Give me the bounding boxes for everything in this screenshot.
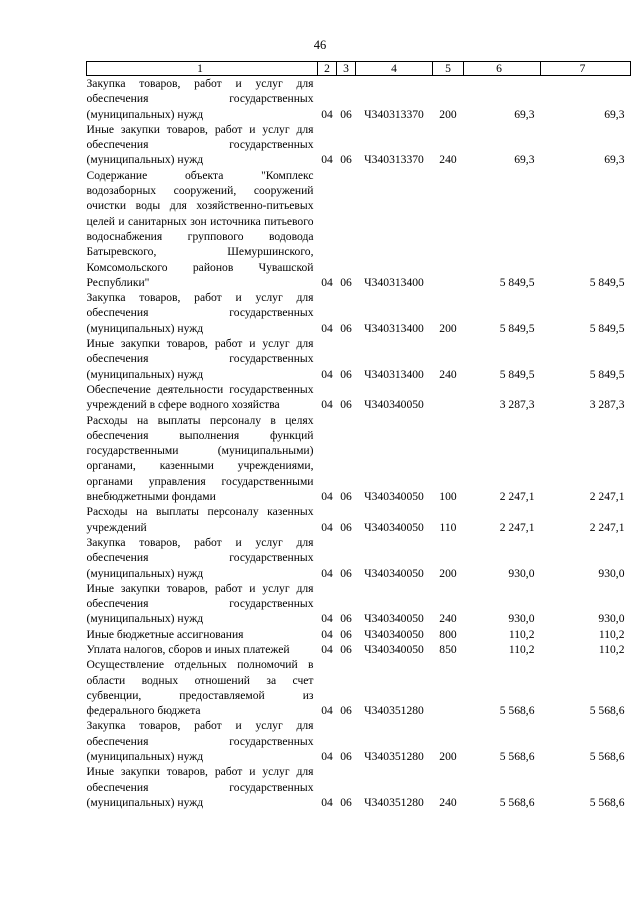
target-article-code: Ч340313400 [364,275,424,289]
expense-name: Содержание объекта "Комплекс водозаборных сооружений, сооружений очистки воды для хозяйственно-питьевых целей и санитарных зон источника питьевого водоснабжения группового водовода Батыревского, Шемуршинского, Комсомольского районов Чувашской Республики" [86,168,314,289]
amount-col7: 3 287,3 [589,398,625,412]
amount-col6: 930,0 [508,566,535,580]
amount-col7: 5 568,6 [589,750,625,764]
column-header-2: 2 [318,62,337,76]
target-article-code: Ч340340050 [364,612,424,626]
expense-name: Обеспечение деятельности государственных учреждений в сфере водного хозяйства [86,382,314,412]
amount-col6: 2 247,1 [499,520,535,534]
subsection-code: 06 [340,612,352,626]
table-row [87,504,631,535]
expense-name: Иные закупки товаров, работ и услуг для обеспечения государственных (муниципальных) нужд [86,122,314,167]
subsection-code: 06 [340,153,352,167]
section-code: 04 [321,153,333,167]
amount-col6: 930,0 [508,612,535,626]
expense-name: Закупка товаров, работ и услуг для обеспечения государственных (муниципальных) нужд [86,77,314,121]
amount-col7: 930,0 [598,612,625,626]
expense-type-code: 850 [439,642,457,656]
table-row [87,168,631,290]
subsection-code: 06 [340,107,352,121]
table-header [87,62,631,76]
subsection-code: 06 [340,367,352,381]
target-article-code: Ч340351280 [364,795,424,809]
subsection-code: 06 [340,704,352,718]
expense-type-code: 110 [439,520,457,534]
page-number: 46 [313,38,327,52]
section-code: 04 [321,612,333,626]
target-article-code: Ч340340050 [364,627,424,641]
table-row [87,581,631,627]
amount-col6: 110,2 [508,627,535,641]
expense-name: Иные закупки товаров, работ и услуг для обеспечения государственных (муниципальных) нужд [86,765,314,809]
target-article-code: Ч340351280 [364,704,424,718]
expense-name: Расходы на выплаты персоналу в целях обеспечения выполнения функций государственными (муниципальными) органами, казенными учреждениями, органами управления государственными внебюджетными фондами [86,413,314,504]
amount-col6: 3 287,3 [499,398,535,412]
expense-type-code [433,168,464,290]
section-code: 04 [321,795,333,809]
amount-col7: 5 849,5 [589,367,625,381]
table-row [87,413,631,505]
table-row [87,382,631,413]
amount-col7: 5 849,5 [589,321,625,335]
section-code: 04 [321,490,333,504]
section-code: 04 [321,107,333,121]
column-header-7: 7 [541,62,631,76]
expense-name: Закупка товаров, работ и услуг для обеспечения государственных (муниципальных) нужд [86,291,314,335]
column-header-1: 1 [87,62,318,76]
column-header-5: 5 [433,62,464,76]
expense-type-code: 100 [439,490,457,504]
amount-col6: 5 568,6 [499,704,535,718]
subsection-code: 06 [340,750,352,764]
expense-type-code [433,657,464,718]
expense-type-code [433,382,464,413]
target-article-code: Ч340340050 [364,398,424,412]
expense-name: Расходы на выплаты персоналу казенных учреждений [86,505,314,534]
subsection-code: 06 [340,627,352,641]
amount-col6: 5 568,6 [499,795,535,809]
section-code: 04 [321,566,333,580]
table-row [87,657,631,718]
section-code: 04 [321,520,333,534]
column-header-6: 6 [464,62,541,76]
target-article-code: Ч340313400 [364,367,424,381]
expense-name: Иные закупки товаров, работ и услуг для обеспечения государственных (муниципальных) нужд [86,337,314,381]
target-article-code: Ч340313400 [364,321,424,335]
expense-type-code: 240 [439,153,457,167]
subsection-code: 06 [340,520,352,534]
expense-name: Иные закупки товаров, работ и услуг для обеспечения государственных (муниципальных) нужд [86,581,314,626]
table-row [87,718,631,764]
table-body [87,76,631,811]
target-article-code: Ч340340050 [364,566,424,580]
expense-type-code: 200 [439,566,457,580]
table-row [87,764,631,810]
expense-type-code: 200 [439,321,457,335]
amount-col7: 5 568,6 [589,704,625,718]
amount-col6: 110,2 [508,642,535,656]
section-code: 04 [321,750,333,764]
amount-col7: 69,3 [604,153,625,167]
table-row [87,642,631,657]
amount-col6: 5 568,6 [499,750,535,764]
table-row [87,76,631,122]
target-article-code: Ч340340050 [364,642,424,656]
target-article-code: Ч340340050 [364,520,424,534]
expense-name: Закупка товаров, работ и услуг для обеспечения государственных (муниципальных) нужд [86,719,314,764]
section-code: 04 [321,275,333,289]
amount-col6: 5 849,5 [499,367,535,381]
expense-type-code: 240 [439,795,457,809]
amount-col6: 2 247,1 [499,490,535,504]
table-row [87,535,631,581]
expense-type-code: 800 [439,627,457,641]
amount-col6: 5 849,5 [499,321,535,335]
amount-col7: 110,2 [598,627,625,641]
column-header-4: 4 [356,62,433,76]
table-row [87,290,631,336]
section-code: 04 [321,321,333,335]
expense-name: Закупка товаров, работ и услуг для обеспечения государственных (муниципальных) нужд [86,535,314,580]
section-code: 04 [321,704,333,718]
section-code: 04 [321,627,333,641]
subsection-code: 06 [340,321,352,335]
target-article-code: Ч340313370 [364,107,424,121]
column-header-3: 3 [337,62,356,76]
amount-col7: 930,0 [598,566,625,580]
expense-type-code: 240 [439,612,457,626]
expense-name: Иные бюджетные ассигнования [86,627,244,641]
target-article-code: Ч340340050 [364,490,424,504]
subsection-code: 06 [340,795,352,809]
amount-col7: 5 849,5 [589,275,625,289]
amount-col6: 69,3 [514,153,535,167]
table-row [87,336,631,382]
amount-col7: 5 568,6 [589,795,625,809]
amount-col6: 69,3 [514,107,535,121]
expense-type-code: 200 [439,107,457,121]
table-row [87,122,631,168]
amount-col7: 110,2 [598,642,625,656]
target-article-code: Ч340351280 [364,750,424,764]
section-code: 04 [321,367,333,381]
expense-type-code: 200 [439,750,457,764]
target-article-code: Ч340313370 [364,153,424,167]
amount-col7: 2 247,1 [589,490,625,504]
amount-col6: 5 849,5 [499,275,535,289]
header-row [87,62,631,76]
section-code: 04 [321,398,333,412]
subsection-code: 06 [340,642,352,656]
amount-col7: 69,3 [604,107,625,121]
section-code: 04 [321,642,333,656]
budget-table [86,61,631,810]
table-row [87,627,631,642]
expense-name: Осуществление отдельных полномочий в области водных отношений за счет субвенции, предоставляемой из федерального бюджета [86,658,314,718]
expense-type-code: 240 [439,367,457,381]
subsection-code: 06 [340,398,352,412]
subsection-code: 06 [340,566,352,580]
expense-name: Уплата налогов, сборов и иных платежей [86,642,290,656]
subsection-code: 06 [340,490,352,504]
amount-col7: 2 247,1 [589,520,625,534]
subsection-code: 06 [340,275,352,289]
